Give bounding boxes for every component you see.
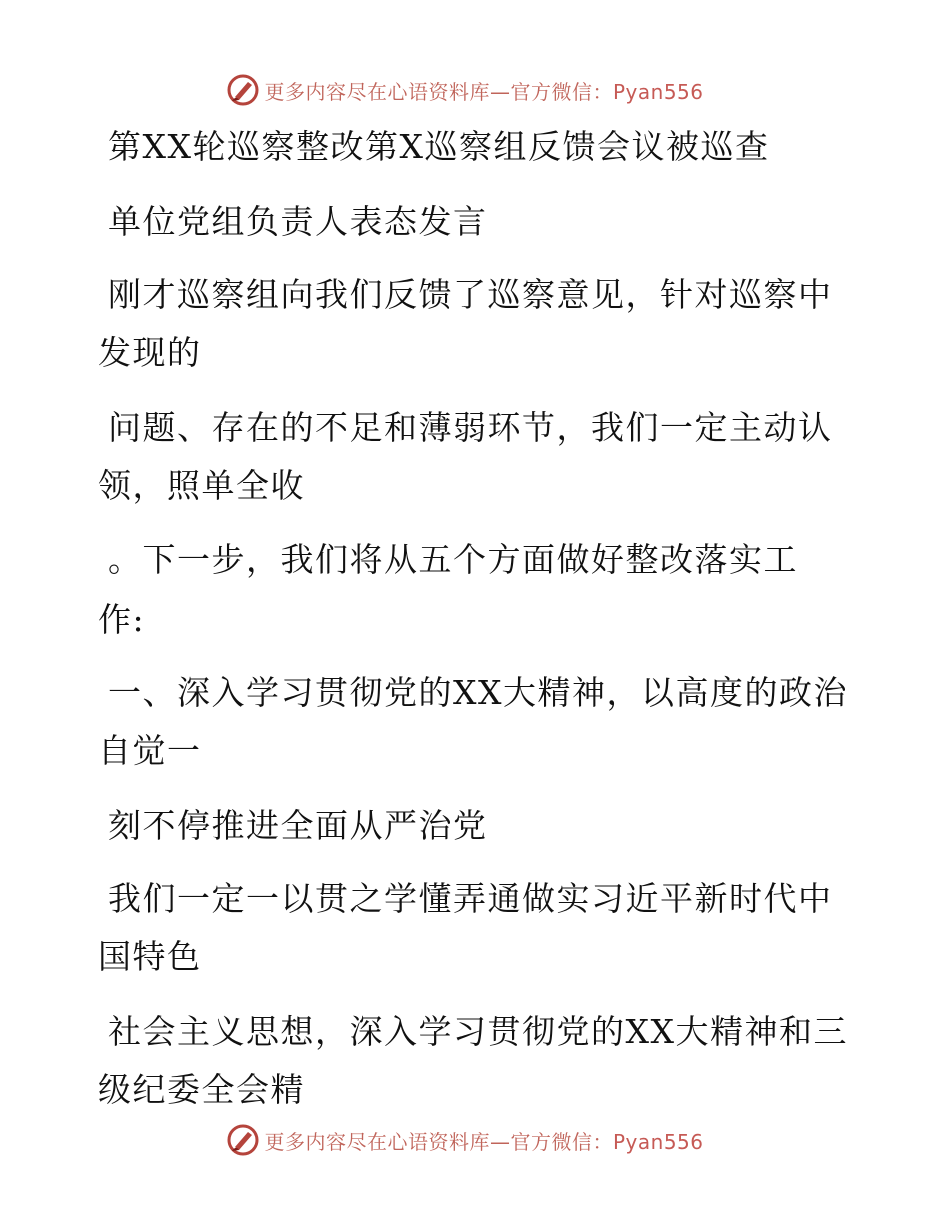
brush-logo-icon: [226, 1123, 260, 1157]
doc-line: 我们一定一以贯之学懂弄通做实习近平新时代中: [108, 879, 833, 918]
watermark-contact: Pyan556: [612, 79, 704, 104]
doc-line: 发现的: [98, 333, 202, 372]
doc-title-line-1: 第XX轮巡察整改第X巡察组反馈会议被巡查: [108, 127, 770, 166]
watermark-text: 更多内容尽在心语资料库—官方微信：Pyan556: [264, 1129, 704, 1154]
doc-line: 级纪委全会精: [98, 1070, 305, 1109]
watermark-contact: Pyan556: [612, 1129, 704, 1154]
doc-line: 社会主义思想，深入学习贯彻党的XX大精神和三: [108, 1012, 848, 1051]
doc-line: 作:: [98, 600, 146, 639]
doc-line: 问题、存在的不足和薄弱环节，我们一定主动认: [108, 408, 833, 447]
footer-watermark: [0, 1120, 950, 1160]
doc-line: 刚才巡察组向我们反馈了巡察意见，针对巡察中: [108, 275, 833, 314]
doc-line: 领，照单全收: [98, 466, 305, 505]
doc-line: 。下一步，我们将从五个方面做好整改落实工: [108, 540, 798, 579]
doc-section-heading: 一、深入学习贯彻党的XX大精神，以高度的政治: [108, 673, 848, 712]
doc-line: 自觉一: [98, 731, 202, 770]
doc-title-line-2: 单位党组负责人表态发言: [108, 202, 488, 241]
doc-line: 国特色: [98, 937, 202, 976]
doc-line: 刻不停推进全面从严治党: [108, 806, 488, 845]
watermark-text: 更多内容尽在心语资料库—官方微信：Pyan556: [264, 79, 704, 104]
